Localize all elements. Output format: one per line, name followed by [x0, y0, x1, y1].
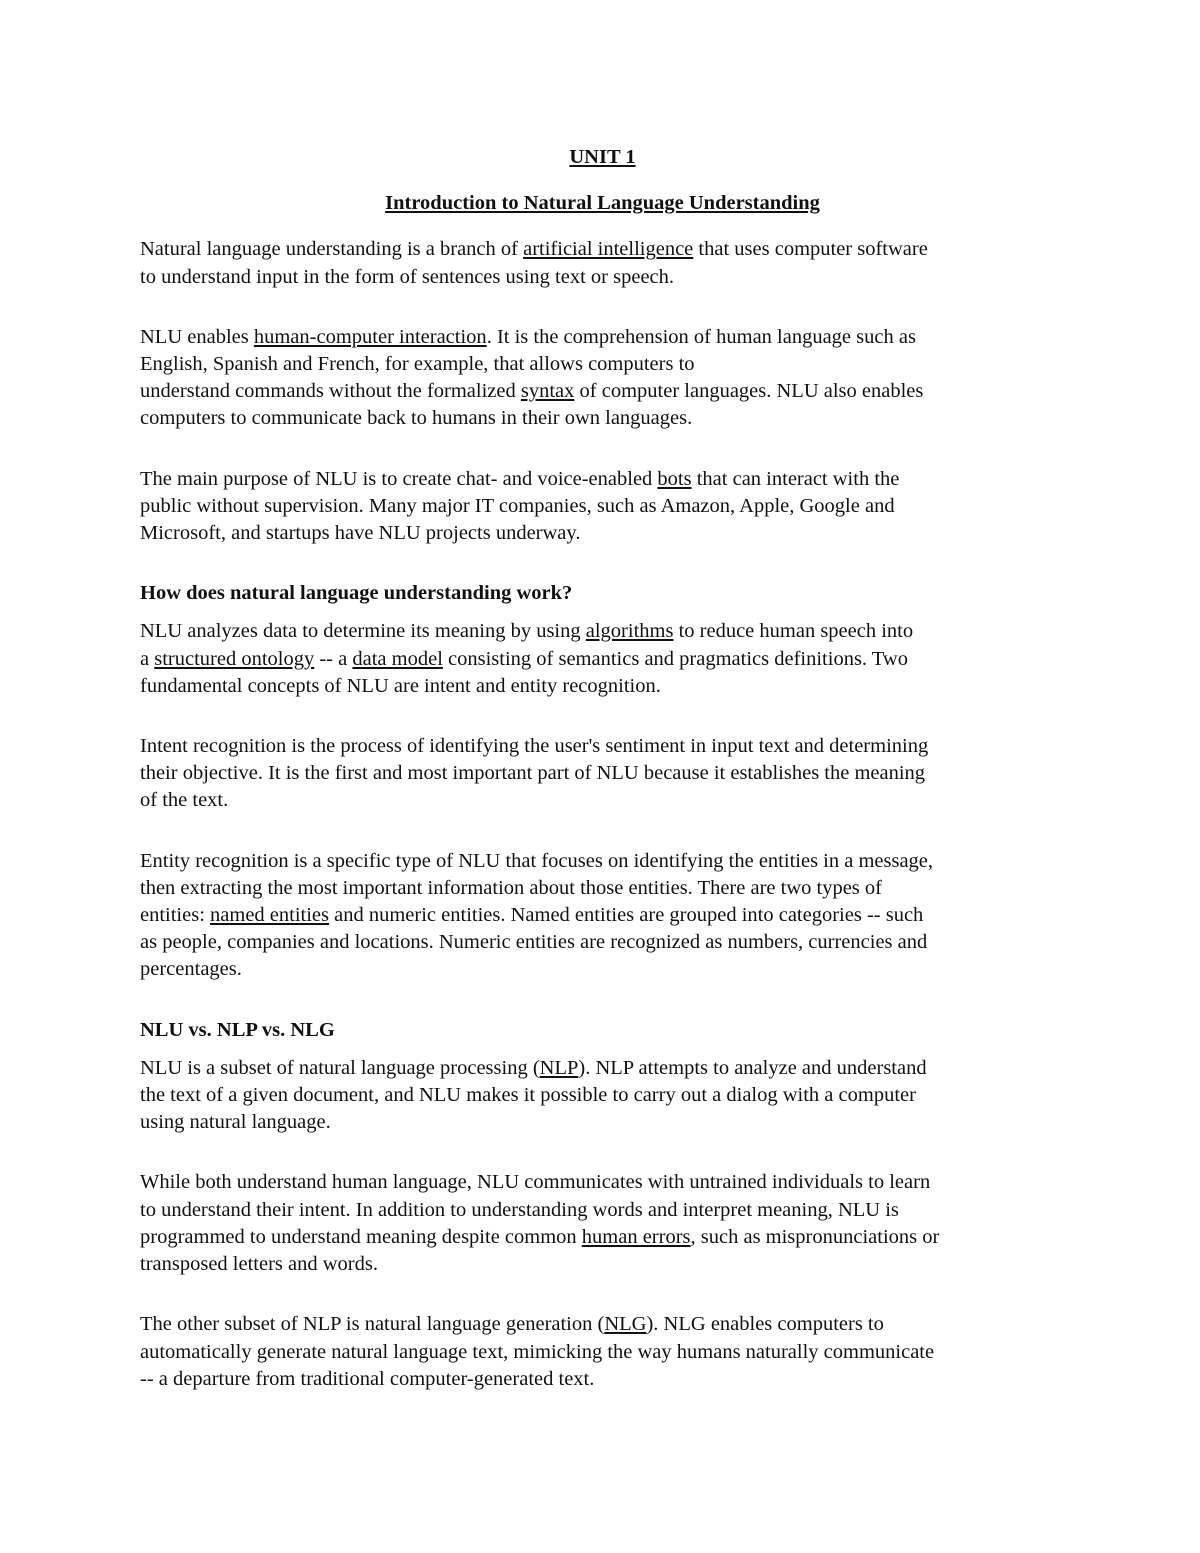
link-human-errors[interactable]: human errors [581, 1225, 691, 1248]
text-run: English, Spanish and French, for example, that allows computers to [140, 353, 695, 376]
text-run: then extracting the most important information about those entities. There are two types of [140, 876, 882, 899]
paragraph-main-purpose [140, 466, 1065, 548]
text-run: using natural language. [140, 1111, 331, 1134]
text-run: ). NLP attempts to analyze and understand [578, 1056, 927, 1079]
link-syntax[interactable]: syntax [520, 380, 575, 403]
text-run: computers to communicate back to humans in their own languages. [140, 407, 693, 430]
paragraph-intro [140, 236, 1065, 290]
text-run: -- a [314, 647, 353, 670]
text-run: their objective. It is the first and most important part of NLU because it establishes the meaning [140, 762, 926, 785]
text-run: that uses computer software [693, 238, 928, 261]
link-human-computer-interaction[interactable]: human-computer interaction [253, 325, 487, 348]
text-run: NLU enables [140, 325, 254, 348]
text-run: a [140, 647, 155, 670]
text-run: The other subset of NLP is natural language generation ( [140, 1313, 605, 1336]
paragraph-entity-recognition [140, 848, 1065, 984]
text-run: fundamental concepts of NLU are intent and entity recognition. [140, 674, 661, 697]
paragraph-nlu-enables [140, 324, 1065, 433]
text-run: NLU is a subset of natural language processing ( [140, 1056, 540, 1079]
link-nlg[interactable]: NLG [604, 1313, 647, 1336]
link-artificial-intelligence[interactable]: artificial intelligence [523, 238, 694, 261]
text-run: that can interact with the [691, 467, 900, 490]
heading-nlu-vs-nlp-vs-nlg: NLU vs. NLP vs. NLG [140, 1018, 335, 1041]
link-named-entities[interactable]: named entities [210, 904, 330, 927]
text-run: understand commands without the formalized [140, 380, 521, 403]
text-run: consisting of semantics and pragmatics definitions. Two [442, 647, 908, 670]
text-run: , such as mispronunciations or [690, 1225, 940, 1248]
text-run: the text of a given document, and NLU makes it possible to carry out a dialog with a computer [140, 1084, 916, 1107]
text-run: -- a departure from traditional computer-generated text. [140, 1367, 595, 1390]
text-run: Intent recognition is the process of identifying the user's sentiment in input text and determining [140, 735, 929, 758]
main-title: Introduction to Natural Language Understanding [385, 192, 820, 215]
text-run: transposed letters and words. [140, 1253, 378, 1276]
heading-how-nlu-works: How does natural language understanding work? [140, 582, 573, 605]
paragraph-both-understand [140, 1169, 1065, 1278]
paragraph-nlg [140, 1311, 1065, 1393]
text-run: NLU analyzes data to determine its meaning by using [140, 620, 586, 643]
text-run: percentages. [140, 958, 242, 981]
text-run: The main purpose of NLU is to create chat- and voice-enabled [140, 467, 658, 490]
text-run: to reduce human speech into [673, 620, 914, 643]
text-run: automatically generate natural language text, mimicking the way humans naturally communicate [140, 1340, 935, 1363]
document-body [140, 140, 1065, 1393]
paragraph-intent-recognition [140, 733, 1065, 815]
link-data-model[interactable]: data model [352, 647, 443, 670]
link-nlp[interactable]: NLP [539, 1056, 579, 1079]
text-run: and numeric entities. Named entities are grouped into categories -- such [329, 904, 924, 927]
text-run: Entity recognition is a specific type of NLU that focuses on identifying the entities in a message, [140, 849, 934, 872]
text-run: . It is the comprehension of human language such as [486, 325, 916, 348]
text-run: ). NLG enables computers to [646, 1313, 884, 1336]
text-run: While both understand human language, NLU communicates with untrained individuals to learn [140, 1171, 931, 1194]
paragraph-nlu-analyzes [140, 618, 1065, 700]
unit-title: UNIT 1 [569, 146, 636, 168]
text-run: Microsoft, and startups have NLU projects underway. [140, 522, 581, 545]
paragraph-nlu-subset [140, 1055, 1065, 1137]
text-run: programmed to understand meaning despite common [140, 1225, 582, 1248]
text-run: public without supervision. Many major IT companies, such as Amazon, Apple, Google and [140, 494, 895, 517]
text-run: of computer languages. NLU also enables [574, 380, 924, 403]
text-run: to understand input in the form of sentences using text or speech. [140, 265, 675, 288]
link-bots[interactable]: bots [657, 467, 692, 490]
link-algorithms[interactable]: algorithms [585, 620, 674, 643]
text-run: to understand their intent. In addition to understanding words and interpret meaning, NLU is [140, 1198, 899, 1221]
text-run: of the text. [140, 789, 229, 812]
text-run: entities: [140, 904, 211, 927]
link-structured-ontology[interactable]: structured ontology [154, 647, 315, 670]
text-run: Natural language understanding is a branch of [140, 238, 524, 261]
text-run: as people, companies and locations. Numeric entities are recognized as numbers, currencies and [140, 931, 928, 954]
